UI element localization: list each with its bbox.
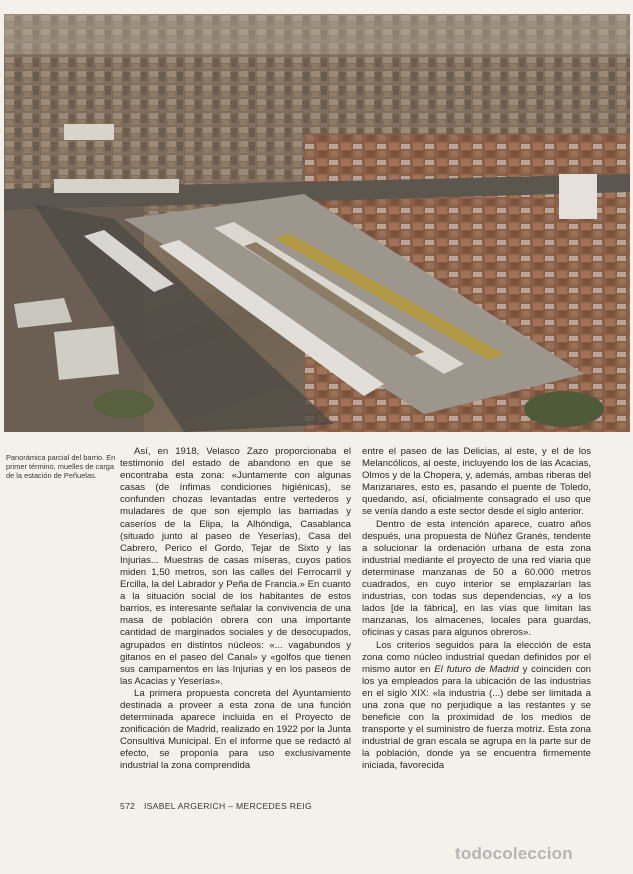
paragraph-text: Los criterios seguidos para la elección de esta zona como núcleo industrial quedan definidos por el mismo autor en bbox=[362, 639, 591, 675]
paragraph bbox=[362, 640, 591, 773]
author-names: ISABEL ARGERICH – MERCEDES REIG bbox=[143, 801, 312, 811]
paragraph: Dentro de esta intención aparece, cuatro años después, una propuesta de Núñez Granés, tendente a solucionar la ordenación urbana de esta zona industrial mediante el proyecto de una red viaria que determinase manzanas de 50 a 60.000 metros cuadrados, en cuyo interior se emplazarían las industrias, con todas sus dependencias, «y a los lados [de la fábrica], en las vías que limitan las manzanas, los almacenes, locales para guardas, oficinas y casas para algunos obreros». bbox=[362, 518, 591, 639]
page-footer bbox=[120, 801, 312, 811]
paragraph: entre el paseo de las Delicias, al este, y el de los Melancólicos, al oeste, incluyendo los de las Acacias, Olmos y de la Chopera, y, además, ambas riberas del Manzanares, esto es, pasando el puente de Toledo, quedando, así, oficialmente consagrado el uso que se venía dando a este sector desde el siglo anterior. bbox=[362, 446, 591, 518]
aerial-photo bbox=[4, 14, 630, 432]
photo-caption: Panorámica parcial del barrio. En primer término, muelles de carga de la estación de Peñuelas. bbox=[6, 453, 116, 481]
paragraph-text: y coinciden con los ya empleados para la ubicación de las industrias en el siglo XIX: «la industria (...) debe ser limitada a una zona que no perjudique a las restantes y se beneficie con la proximidad de los medios de transporte y el suministro de fuerza motriz. Esta zona industrial de gran escala se agrupa en la parte sur de la población, donde ya se encuentra firmemente iniciada, favorecida bbox=[362, 663, 591, 772]
paragraph: Así, en 1918, Velasco Zazo proporcionaba el testimonio del estado de abandono en que se encontraba esta zona: «Juntamente con algunas casas (de ínfimas condiciones higiénicas), se confunden chozas levantadas entre vertederos y muladares de que son ejemplo las barriadas y caseríos de la Elipa, la Alhóndiga, Casablanca (situado junto al paseo de Yeserías), Casa del Cabrero, Perico el Gordo, Tejar de Sixto y las Injurias... Muestras de casas míseras, cuyos patios miden 1,50 metros, son las calles del Ferrocarril y Ercilla, la del Labrador y Peña de Francia.» En cuanto a la situación social de los habitantes de estos barrios, es interesante señalar la convivencia de una masa de población obrera con una importante cantidad de marginados sociales y de desocupados, agrupados en distintos núcleos: «... vagabundos y gitanos en el paseo del Canal» y «golfos que tienen sus campamentos en las Injurias y en los paseos de las Acacias y Yeserías». bbox=[120, 446, 351, 687]
paragraph: La primera propuesta concreta del Ayuntamiento destinada a proveer a esta zona de una función determinada aparece incluida en el Proyecto de zonificación de Madrid, realizado en 1922 por la Junta Consultiva Municipal. En el informe que se redactó al efecto, se proponía para uso exclusivamente industrial la zona comprendida bbox=[120, 687, 351, 772]
page-number: 572 bbox=[120, 801, 136, 811]
book-title: El futuro de Madrid bbox=[434, 663, 519, 675]
watermark: todocoleccion bbox=[455, 844, 573, 863]
text-column-right bbox=[362, 446, 591, 773]
text-column-left bbox=[120, 446, 351, 773]
aerial-photo-illustration bbox=[4, 14, 630, 432]
